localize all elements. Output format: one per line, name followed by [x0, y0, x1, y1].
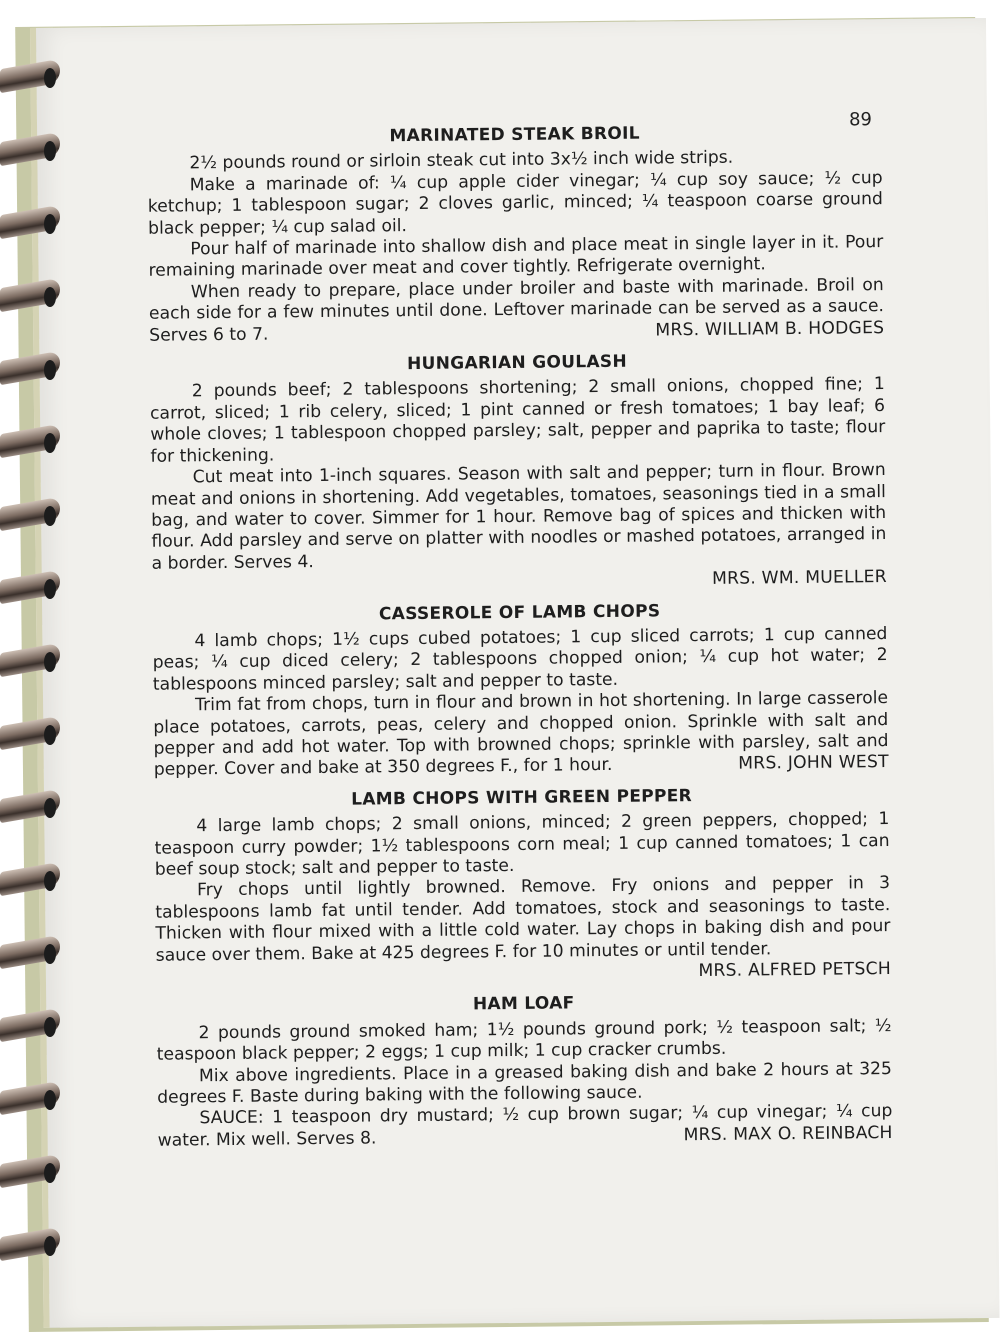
recipe-paragraph-text: Fry chops until lightly browned. Remove. Fry onions and pepper in 3 tablespoons lamb fat until tender. Add tomatoes, stock and seasonings to taste. Thicken with flour mixed with a little cold water. Lay chops in baking dish and pour sauce over them. Bake at 425 degrees F. for 10 minutes or until tender.: [155, 873, 891, 966]
recipe-paragraph-text: Trim fat from chops, turn in flour and brown in hot shortening. In large casserole place potatoes, carrots, peas, celery and chopped onion. Sprinkle with salt and pepper and add hot water. Top with browned chops; sprinkle with parsley, salt and pepper. Cover and bake at 350 degrees F., for 1 hour.: [153, 688, 889, 781]
spiral-ring: [0, 1009, 64, 1043]
spiral-ring-hole: [44, 1236, 56, 1256]
spiral-ring: [0, 133, 64, 167]
recipe-paragraph: Make a marinade of: ¼ cup apple cider vinegar; ¼ cup soy sauce; ½ cup ketchup; 1 tablespoon sugar; 2 cloves garlic, minced; ¼ teaspoon coarse ground black pepper; ¼ cup salad oil.: [147, 167, 883, 239]
spiral-ring: [0, 279, 64, 313]
recipe-author: MRS. ALFRED PETSCH: [698, 959, 892, 982]
spiral-ring-hole: [44, 68, 56, 88]
recipe-casserole-of-lamb-chops: [152, 599, 889, 782]
recipe-marinated-steak-broil: [147, 121, 884, 347]
recipe-column: [147, 79, 893, 1152]
recipe-author: MRS. WM. MUELLER: [711, 567, 887, 590]
spiral-ring: [0, 790, 64, 824]
cookbook-page: [30, 18, 1000, 1328]
recipe-title: CASSEROLE OF LAMB CHOPS: [378, 600, 661, 624]
spiral-ring: [0, 425, 64, 459]
recipe-title: HAM LOAF: [472, 993, 575, 1015]
recipe-paragraph: [153, 688, 889, 781]
spiral-ring-hole: [44, 652, 56, 672]
recipe-paragraph: Pour half of marinade into shallow dish and place meat in single layer in it. Pour remaining marinade over meat and cover tightly. Refrigerate overnight.: [148, 232, 884, 282]
spiral-ring: [0, 60, 64, 94]
spiral-ring-hole: [44, 798, 56, 818]
recipe-paragraph: Cut meat into 1-inch squares. Season with salt and pepper; turn in flour. Brown meat and onions in shortening. Add vegetables, tomatoes, seasonings tied in a small bag, and water to cover. Simmer for 1 hour. Remove bag of spices and thicken with flour. Add parsley and serve on platter with noodles or mashed potatoes, arranged in a border. Serves 4.: [150, 460, 887, 574]
recipe-author: MRS. WILLIAM B. HODGES: [655, 317, 885, 341]
spiral-ring: [0, 1155, 64, 1189]
spiral-ring-hole: [44, 1163, 56, 1183]
recipe-title: HUNGARIAN GOULASH: [406, 351, 628, 375]
spiral-ring: [0, 206, 64, 240]
spiral-ring-hole: [44, 214, 56, 234]
recipe-paragraph: 2 pounds beef; 2 tablespoons shortening; 2 small onions, chopped fine; 1 carrot, sliced; 1 rib celery, sliced; 1 pint canned or fresh tomatoes; 1 bay leaf; 6 whole cloves; 1 tablespoon chopped parsley; salt, pepper and paprika to taste; flour for thickening.: [149, 374, 886, 467]
recipe-paragraph: 2 pounds ground smoked ham; 1½ pounds ground pork; ½ teaspoon salt; ½ teaspoon black pepper; 2 eggs; 1 cup milk; 1 cup cracker crumbs.: [156, 1015, 892, 1065]
recipe-paragraph: Mix above ingredients. Place in a greased baking dish and bake 2 hours at 325 degrees F. Baste during baking with the following sauce.: [157, 1058, 893, 1108]
recipe-ham-loaf: [156, 990, 893, 1152]
recipe-hungarian-goulash: [149, 349, 886, 596]
spiral-ring-hole: [44, 433, 56, 453]
recipe-title: LAMB CHOPS WITH GREEN PEPPER: [351, 785, 693, 810]
spiral-ring: [0, 717, 64, 751]
spiral-ring: [0, 936, 64, 970]
spiral-ring: [0, 644, 64, 678]
spiral-ring-hole: [44, 506, 56, 526]
spiral-ring-hole: [44, 725, 56, 745]
spiral-ring: [0, 863, 64, 897]
recipe-paragraph: [149, 275, 885, 347]
recipe-title: MARINATED STEAK BROIL: [389, 123, 640, 147]
spiral-ring: [0, 352, 64, 386]
spiral-ring-hole: [44, 287, 56, 307]
spiral-ring-hole: [44, 579, 56, 599]
spiral-ring-hole: [44, 1090, 56, 1110]
recipe-paragraph: [155, 873, 892, 982]
page-number: 89: [848, 109, 873, 131]
spiral-binding: [0, 60, 70, 1300]
spiral-ring: [0, 571, 64, 605]
recipe-paragraph-text: SAUCE: 1 teaspoon dry mustard; ½ cup brown sugar; ¼ cup vinegar; ¼ cup water. Mix well. Serves 8.: [157, 1101, 893, 1151]
recipe-paragraph-text: When ready to prepare, place under broiler and baste with marinade. Broil on each side for a few minutes until done. Leftover marinade can be served as a sauce. Serves 6 to 7.: [148, 274, 885, 346]
spiral-ring: [0, 1082, 64, 1116]
spiral-ring: [0, 498, 64, 532]
spiral-ring-hole: [44, 1017, 56, 1037]
spiral-ring-hole: [44, 360, 56, 380]
recipe-paragraph: [157, 1101, 892, 1152]
recipe-author: MRS. MAX O. REINBACH: [683, 1122, 893, 1146]
spiral-ring: [0, 1228, 64, 1262]
recipe-lamb-chops-with-green-pepper: [154, 784, 891, 988]
recipe-paragraph: 4 large lamb chops; 2 small onions, minced; 2 green peppers, chopped; 1 teaspoon curry powder; 1½ tablespoons corn meal; 1 cup canned tomatoes; 1 can beef soup stock; salt and pepper to taste.: [154, 809, 890, 880]
spiral-ring-hole: [44, 944, 56, 964]
spiral-ring-hole: [44, 871, 56, 891]
recipe-paragraph: 4 lamb chops; 1½ cups cubed potatoes; 1 cup sliced carrots; 1 cup canned peas; ¼ cup diced celery; 2 tablespoons chopped onion; ¼ cup hot water; 2 tablespoons minced parsley; salt and pepper to taste.: [152, 623, 888, 695]
recipe-author: MRS. JOHN WEST: [738, 752, 889, 774]
recipe-paragraph: 2½ pounds round or sirloin steak cut into 3x½ inch wide strips.: [189, 148, 734, 174]
spiral-ring-hole: [44, 141, 56, 161]
